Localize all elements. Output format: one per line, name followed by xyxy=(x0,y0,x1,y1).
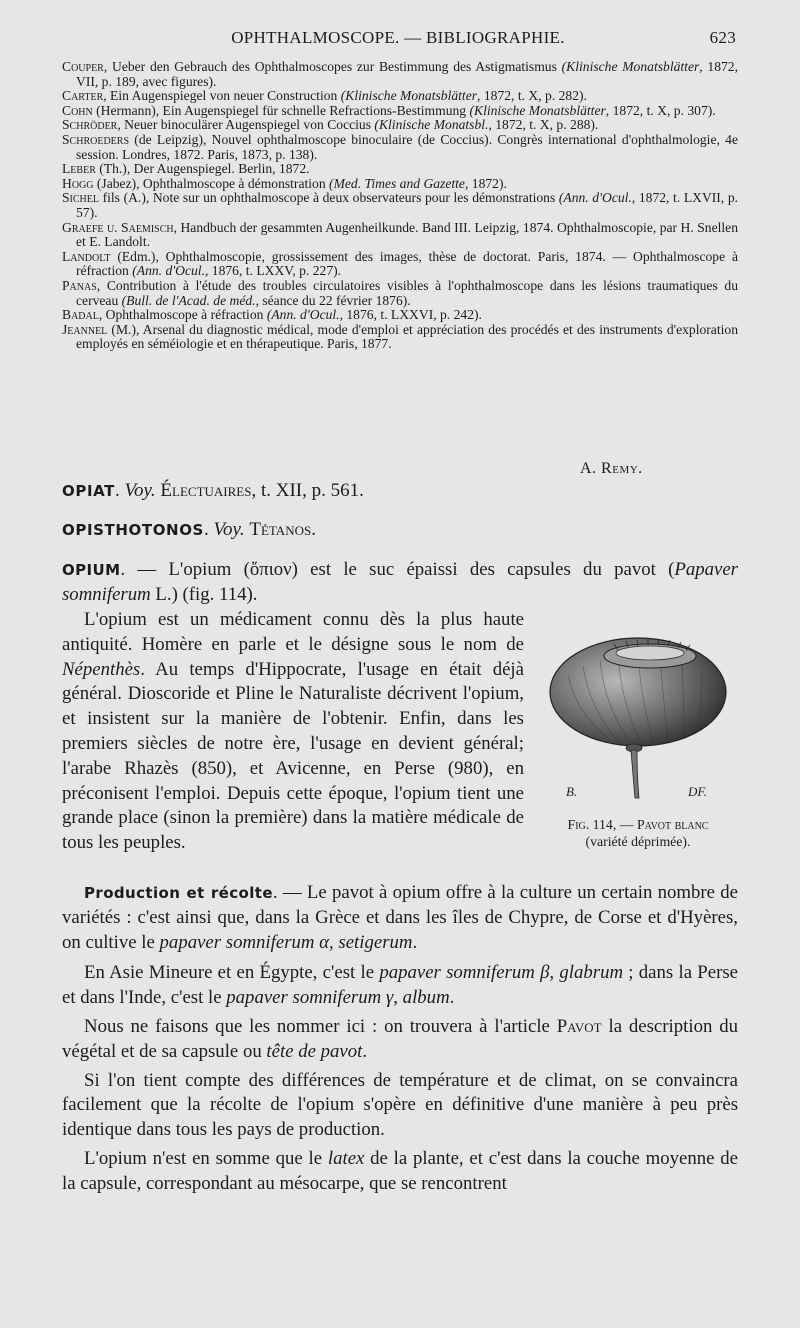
bibliography-entry: Panas, Contribution à l'étude des troubles circulatoires visibles à l'ophthalmoscope dans les lésions traumatiques du cerveau (Bull. de l'Acad. de méd., séance du 22 février 1876). xyxy=(62,277,738,308)
entry-opium-intro: OPIUM. — L'opium (ὄπιον) est le suc épaissi des capsules du pavot (Papaver somniferum L.) (fig. 114). xyxy=(62,559,738,605)
artist-mark: DF. xyxy=(688,784,707,799)
bibliography-list xyxy=(62,60,738,352)
bibliography-author: Graefe u. Saemisch xyxy=(62,219,174,235)
bibliography-entry: Landolt (Edm.), Ophthalmoscopie, grossissement des images, thèse de doctorat. Paris, 1874. — Ophthalmoscope à réfraction (Ann. d'Ocul., 1876, t. LXXV, p. 227). xyxy=(62,248,738,279)
bibliography-entry: Hogg (Jabez), Ophthalmoscope à démonstration (Med. Times and Gazette, 1872). xyxy=(62,175,507,191)
bibliography-entry: Cohn (Hermann), Ein Augenspiegel für schnelle Refractions-Bestimmung (Klinische Monatsblätter, 1872, t. X, p. 307). xyxy=(62,102,716,118)
section-heading: Production et récolte xyxy=(84,884,273,902)
voy-label: Voy. xyxy=(213,519,245,540)
bibliography-author: Landolt xyxy=(62,248,111,264)
cross-reference: Tétanos xyxy=(249,519,312,540)
entry-opiat: OPIAT. Voy. Électuaires, t. XII, p. 561. xyxy=(62,480,364,501)
author-signature: A. Remy. xyxy=(580,460,643,477)
bibliography-author: Hogg xyxy=(62,175,94,191)
voy-label: Voy. xyxy=(124,480,156,501)
running-header xyxy=(60,28,736,52)
bibliography-entry: Graefe u. Saemisch, Handbuch der gesammten Augenheilkunde. Band III. Leipzig, 1874. Ophthalmoscopie, par H. Snellen et E. Landolt. xyxy=(62,219,738,250)
figure-114 xyxy=(538,626,738,862)
engraver-mark: B. xyxy=(566,784,578,799)
bibliography-entry: Schröder, Neuer binoculärer Augenspiegel von Coccius (Klinische Monatsbl., 1872, t. X, p. 288). xyxy=(62,117,599,133)
bibliography-author: Schroeders xyxy=(62,131,130,147)
entry-keyword: OPIAT xyxy=(62,482,116,500)
bibliography-author: Carter xyxy=(62,88,104,104)
bibliography-entry: Jeannel (M.), Arsenal du diagnostic médical, mode d'emploi et appréciation des procédés et des instruments d'exploration employés en séméiologie et en thérapeutique. Paris, 1877. xyxy=(62,321,738,352)
page-number: 623 xyxy=(709,28,736,47)
opium-history-paragraph: L'opium est un médicament connu dès la plus haute antiquité. Homère en parle et le désigne sous le nom de Népenthès. Au temps d'Hippocrate, l'usage en était déjà général. Dioscoride et Pline le Naturaliste décrivent l'opium, et insistent sur la manière de l'obtenir. Enfin, dans les premiers siècles de notre ère, l'usage en devient général; l'arabe Rhazès (850), et Avicenne, en Perse (980), en préconisent l'emploi. Depuis cette époque, l'opium tient une grande place (sinon la première) dans la matière médicale de tous les peuples. xyxy=(62,609,524,854)
production-section: Production et récolte. — Le pavot à opium offre à la culture un certain nombre de variétés : c'est ainsi que, dans la Grèce et dans les îles de Chypre, de Corse et d'Hyères, on cultive le papaver somniferum α, setigerum. En Asie Mineure et en Égypte, c'est le papaver somniferum β, glabrum ; dans la Perse et dans l'Inde, c'est le papaver somniferum γ, album. Nous ne faisons que les nommer ici : on trouvera à l'article Pavot la description du végétal et de sa capsule ou tête de pavot. Si l'on tient compte des différences de température et de climat, on se convaincra facilement que la récolte de l'opium s'opère en définitive d'une manière à peu près identique dans tous les pays de production. L'opium n'est en somme que le latex de la plante, et c'est dans la couche moyenne de la capsule, correspondant au mésocarpe, que se rencontrent xyxy=(62,882,738,1194)
bibliography-author: Panas xyxy=(62,277,97,293)
poppy-capsule-illustration xyxy=(538,626,738,812)
running-title: OPHTHALMOSCOPE. — BIBLIOGRAPHIE. xyxy=(231,28,565,47)
bibliography-entry: Leber (Th.), Der Augenspiegel. Berlin, 1872. xyxy=(62,161,310,177)
bibliography-entry: Schroeders (de Leipzig), Nouvel ophthalmoscope binoculaire (de Coccius). Congrès international d'ophthalmologie, 4e session. Londres, 1872. Paris, 1873, p. 138). xyxy=(62,131,738,162)
entry-keyword: OPISTHOTONOS xyxy=(62,521,204,539)
entry-keyword: OPIUM xyxy=(62,561,121,579)
bibliography-entry: Sichel fils (A.), Note sur un ophthalmoscope à deux observateurs pour les démonstrations (Ann. d'Ocul., 1872, t. LXVII, p. 57). xyxy=(62,190,739,220)
bibliography-author: Leber xyxy=(62,161,96,177)
bibliography-author: Jeannel xyxy=(62,321,108,337)
bibliography-entry: Couper, Ueber den Gebrauch des Ophthalmoscopes zur Bestimmung des Astigmatismus (Klinische Monatsblätter, 1872, VII, p. 189, avec figures). xyxy=(62,59,739,89)
bibliography-author: Schröder xyxy=(62,117,118,133)
bibliography-entry: Badal, Ophthalmoscope à réfraction (Ann. d'Ocul., 1876, t. LXXVI, p. 242). xyxy=(62,307,482,323)
bibliography-author: Badal xyxy=(62,307,99,323)
cross-reference: Électuaires xyxy=(160,480,252,501)
bibliography-author: Cohn xyxy=(62,102,93,118)
figure-caption: Fig. 114, — Pavot blanc (variété déprimée). xyxy=(567,817,709,849)
bibliography-author: Couper xyxy=(62,59,104,74)
bibliography-author: Sichel xyxy=(62,190,99,206)
bibliography-entry: Carter, Ein Augenspiegel von neuer Construction (Klinische Monatsblätter, 1872, t. X, p. 282). xyxy=(62,88,587,104)
entry-opisthotonos: OPISTHOTONOS. Voy. Tétanos. xyxy=(62,519,316,540)
